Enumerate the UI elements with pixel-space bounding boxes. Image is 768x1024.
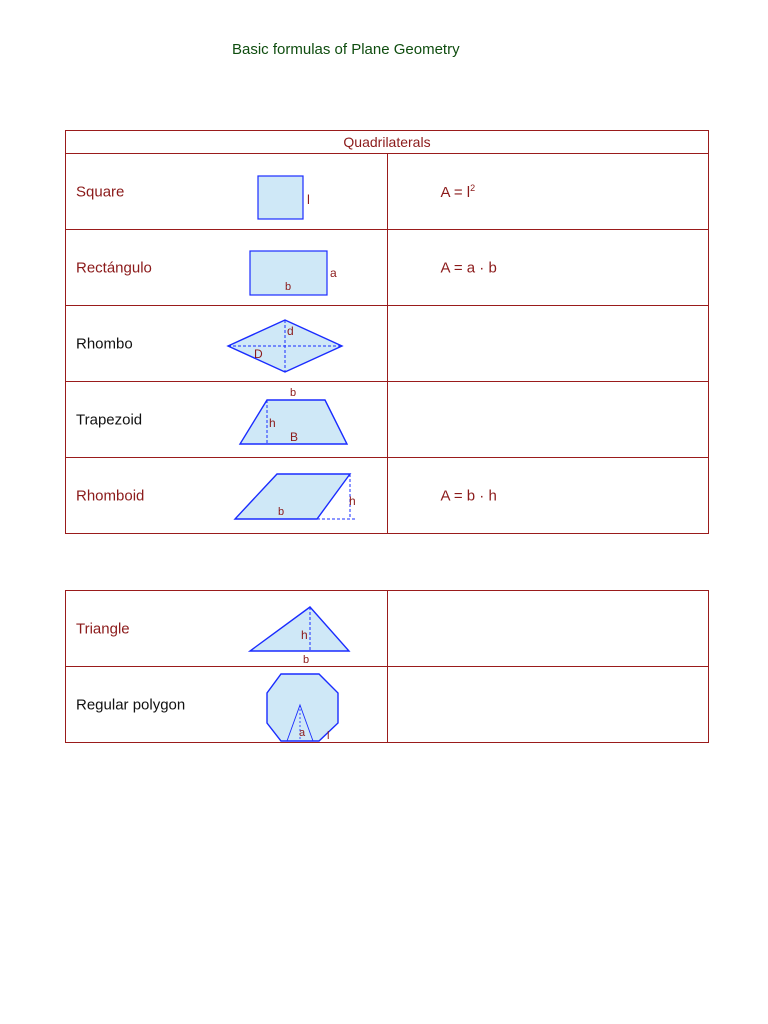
rectangle-diagram (241, 244, 351, 300)
shape-name-triangle: Triangle (76, 620, 130, 637)
table-row (66, 591, 709, 667)
triangle-height-label: h (301, 628, 308, 642)
formula-square: $A = l^2$ (440, 182, 476, 201)
rhomboid-base-label: b (278, 506, 285, 518)
formula-regular-polygon-empty (387, 667, 709, 743)
shape-name-square: Square (76, 183, 125, 200)
regular-polygon-side-label: l (327, 730, 330, 742)
quadrilaterals-table (65, 130, 709, 534)
table-row (66, 667, 709, 743)
rectangle-height-label: a (330, 266, 337, 280)
table-row (66, 230, 709, 306)
trapezoid-top-base-label: b (290, 387, 297, 399)
regular-polygon-apothem-label: a (299, 727, 306, 739)
rhomboid-height-label: h (349, 494, 356, 508)
formula-rectangle: A = a · b (440, 259, 497, 276)
square-side-label: l (307, 192, 310, 207)
formula-trapezoid-empty (387, 382, 709, 458)
table-header-quadrilaterals: Quadrilaterals (66, 131, 709, 154)
table-row (66, 382, 709, 458)
formula-rhomboid: A = b · h (440, 487, 497, 504)
page-title: Basic formulas of Plane Geometry (232, 41, 460, 58)
triangle-base-label: b (303, 654, 310, 665)
rhombus-diagram (224, 316, 349, 374)
regular-polygon-diagram (262, 669, 352, 743)
shape-name-rhomboid: Rhomboid (76, 487, 145, 504)
rhombus-major-diagonal-label: D (254, 347, 263, 361)
table-row (66, 306, 709, 382)
shape-name-trapezoid: Trapezoid (76, 411, 143, 428)
rhombus-minor-diagonal-label: d (287, 324, 294, 338)
rhomboid-diagram (231, 468, 361, 526)
triangles-polygons-table (65, 590, 709, 743)
triangle-diagram (246, 603, 356, 665)
trapezoid-height-label: h (269, 416, 276, 430)
trapezoid-diagram (236, 384, 356, 452)
shape-name-regular-polygon: Regular polygon (76, 696, 186, 713)
table-row (66, 458, 709, 534)
trapezoid-bottom-base-label: B (290, 430, 299, 444)
rectangle-base-label: b (285, 281, 292, 293)
formula-triangle-empty (387, 591, 709, 667)
shape-name-rectangle: Rectángulo (76, 259, 152, 276)
square-diagram (246, 166, 316, 222)
table-row (66, 154, 709, 230)
shape-name-rhombus: Rhombo (76, 335, 133, 352)
formula-rhombus-empty (387, 306, 709, 382)
